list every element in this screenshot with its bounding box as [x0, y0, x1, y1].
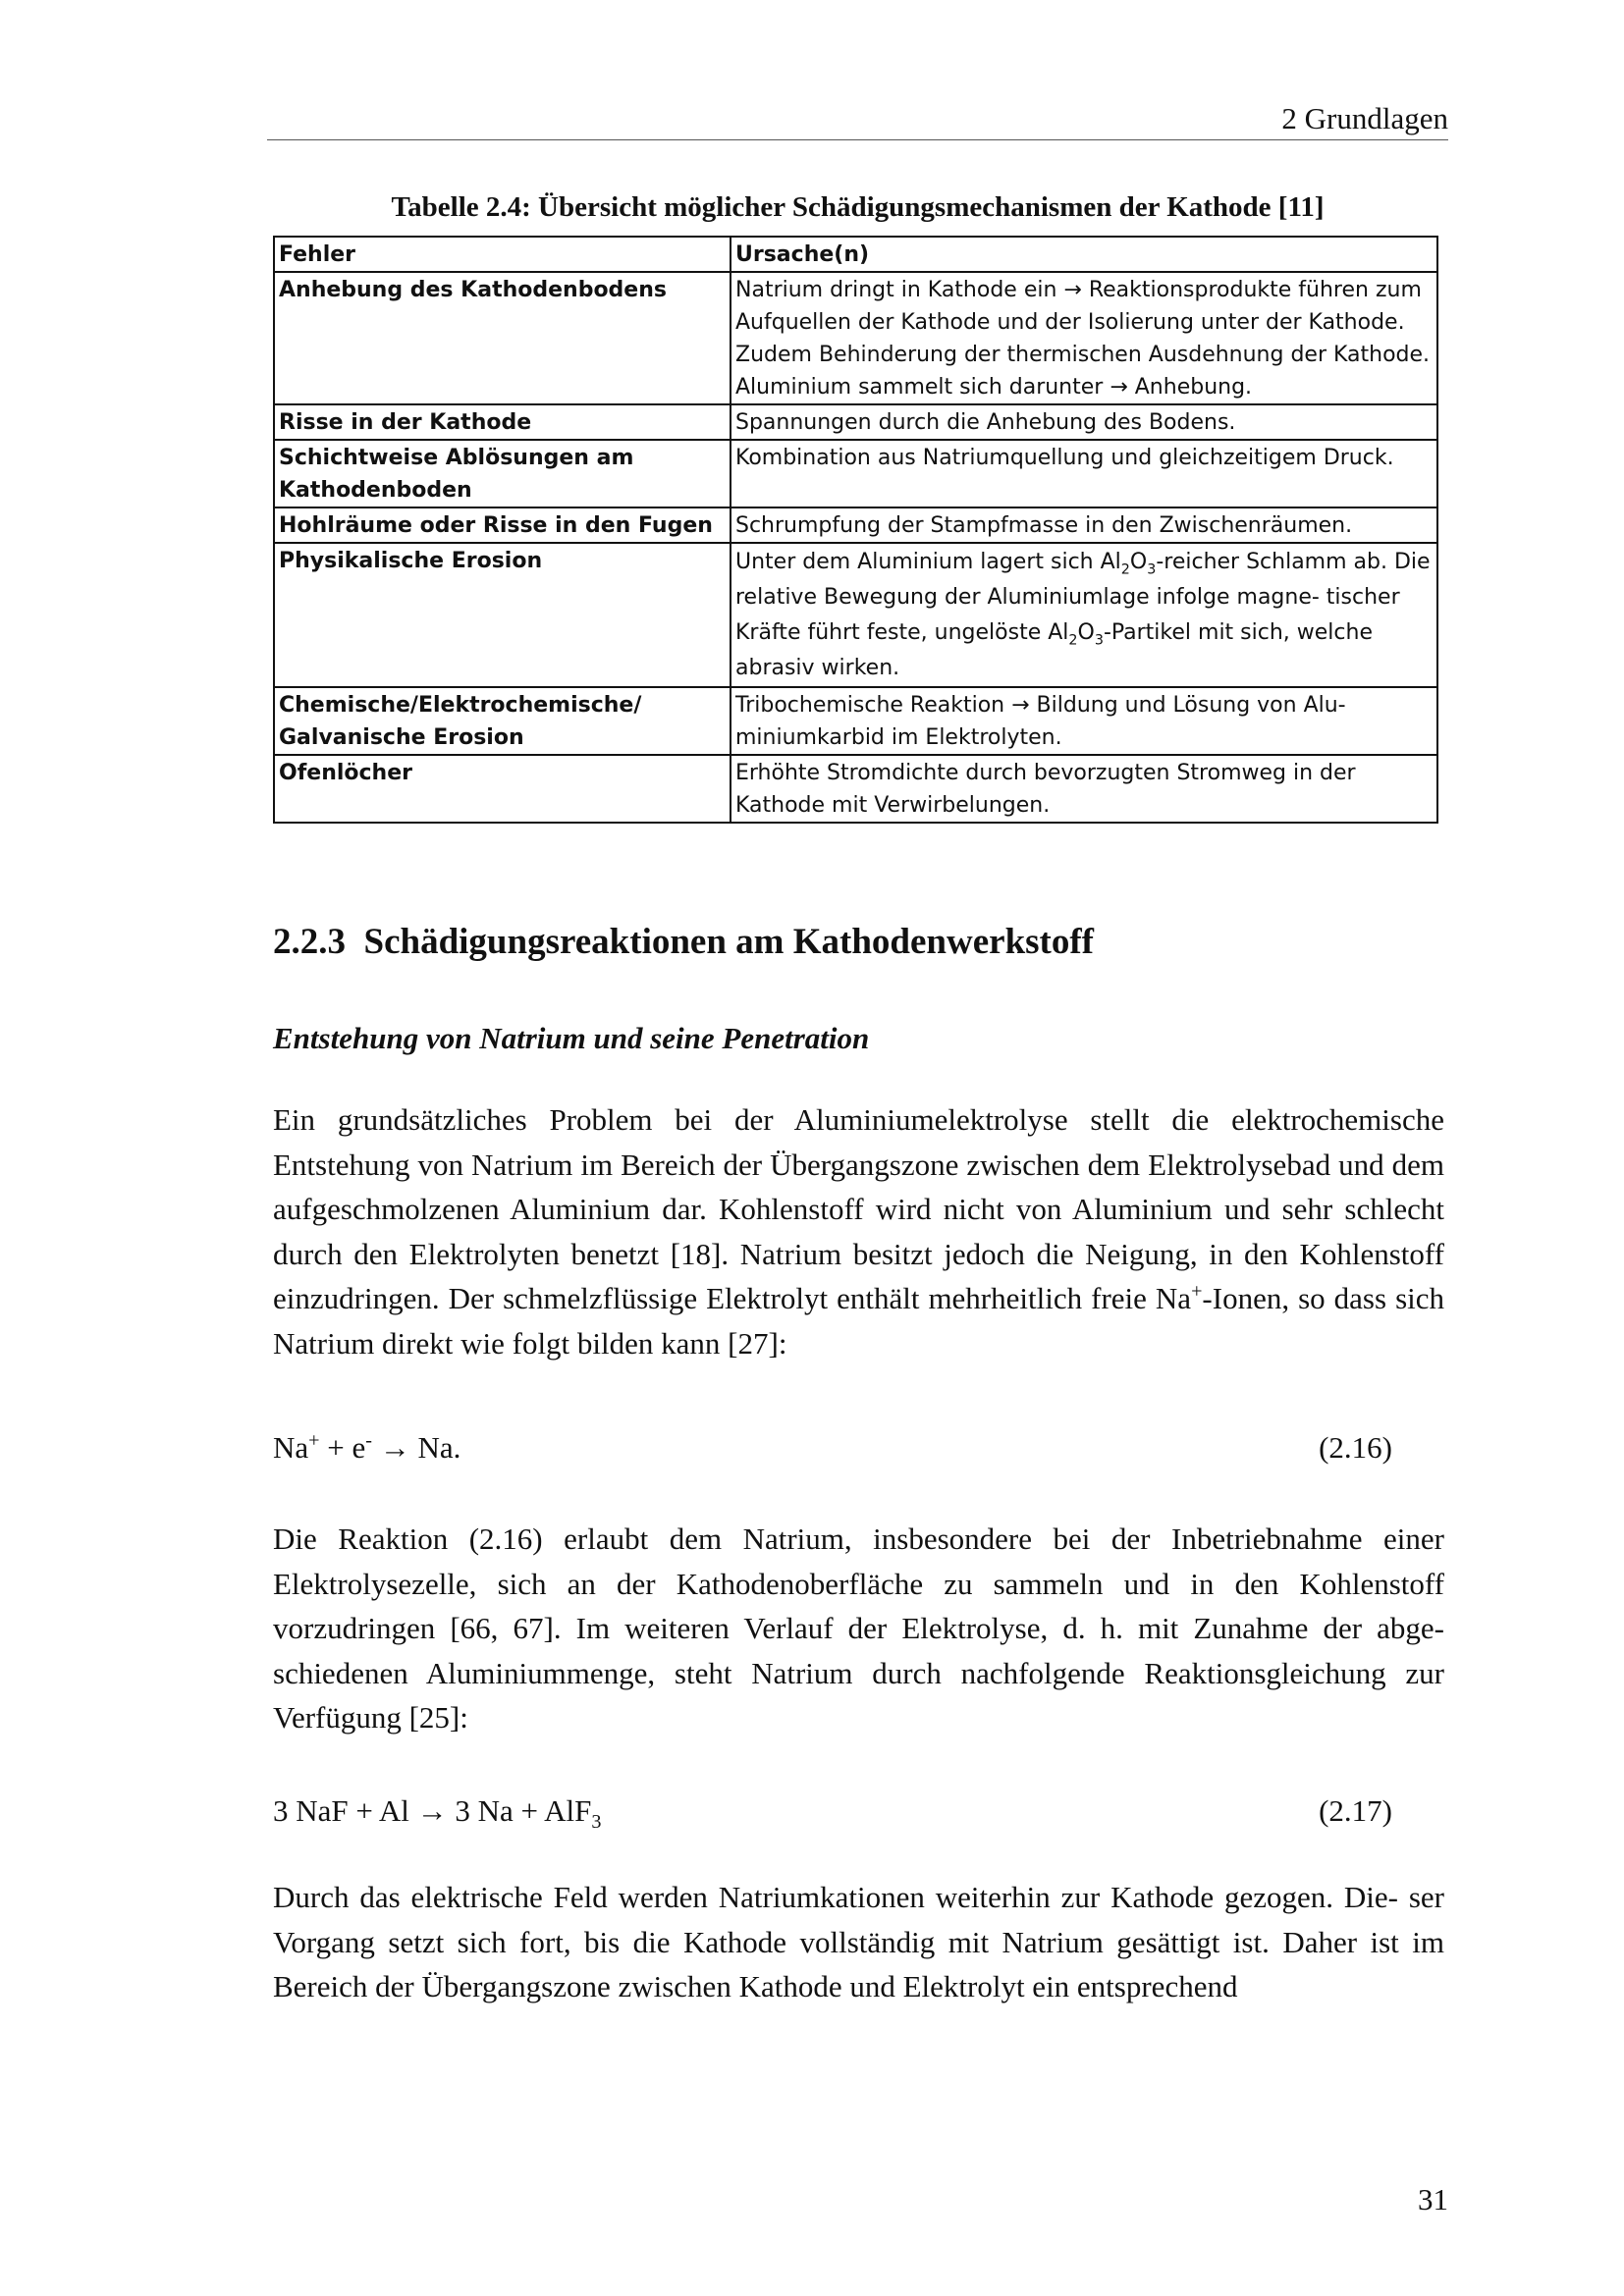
table-cell-fault: Risse in der Kathode: [274, 404, 731, 440]
table-cell-cause: Natrium dringt in Kathode ein → Reaktionsprodukte führen zum Aufquellen der Kathode und der Isolierung unter der Kathode. Zudem Behinderung der thermischen Ausdehnung der Kathode. Aluminium sammelt sich darunter → Anhebung.: [731, 272, 1437, 404]
table-cell-cause: Tribochemische Reaktion → Bildung und Lösung von Alu- miniumkarbid im Elektrolyten.: [731, 687, 1437, 755]
table-cell-fault: Hohlräume oder Risse in den Fugen: [274, 507, 731, 543]
table-row: [274, 507, 1437, 543]
table-row: [274, 543, 1437, 687]
table-cell-fault: Chemische/Elektrochemische/ Galvanische Erosion: [274, 687, 731, 755]
equation-2-16: Na+ + e- → Na. (2.16): [273, 1428, 1392, 1468]
table-cell-cause: Erhöhte Stromdichte durch bevorzugten Stromweg in der Kathode mit Verwirbelungen.: [731, 755, 1437, 823]
equation-number: (2.17): [1319, 1793, 1392, 1828]
table-cell-fault: Physikalische Erosion: [274, 543, 731, 687]
table-header-cause: Ursache(n): [731, 237, 1437, 272]
table-row: [274, 272, 1437, 404]
table-row: [274, 404, 1437, 440]
equation-number: (2.16): [1319, 1430, 1392, 1465]
table-cell-fault: Anhebung des Kathodenbodens: [274, 272, 731, 404]
table-header-row: [274, 237, 1437, 272]
paragraph-intro: Ein grundsätzliches Problem bei der Aluminiumelektrolyse stellt die elektrochemische Entstehung von Natrium im Bereich der Übergangszone zwischen dem Elektrolysebad und dem aufgeschmolzenen Aluminium dar. Kohlenstoff wird nicht von Aluminium und sehr schlecht durch den Elektrolyten benetzt [18]. Natrium besitzt jedoch die Neigung, in den Kohlenstoff einzudringen. Der schmelzflüssige Elektrolyt enthält mehrheitlich freie Na+-Ionen, so dass sich Natrium direkt wie folgt bilden kann [27]:: [273, 1102, 1445, 1361]
table-row: [274, 687, 1437, 755]
table-cell-cause: Kombination aus Natriumquellung und gleichzeitigem Druck.: [731, 440, 1437, 507]
table-row: [274, 755, 1437, 823]
table-caption: Tabelle 2.4: Übersicht möglicher Schädigungsmechanismen der Kathode [11]: [391, 191, 1325, 223]
running-head: 2 Grundlagen: [267, 98, 1448, 140]
paragraph-field: Durch das elektrische Feld werden Natriumkationen weiterhin zur Kathode gezogen. Die- ser Vorgang setzt sich fort, bis die Kathode vollständig mit Natrium gesättigt ist. Daher ist im Bereich der Übergangszone zwischen Kathode und Elektrolyt ein entsprechend: [273, 1880, 1444, 2003]
table-row: [274, 440, 1437, 507]
subsection-heading: Entstehung von Natrium und seine Penetration: [273, 1021, 870, 1055]
table-cell-cause: Schrumpfung der Stampfmasse in den Zwischenräumen.: [731, 507, 1437, 543]
table-cell-cause: Unter dem Aluminium lagert sich $Al_2O_3$-reicher Schlamm ab. Die relative Bewegung der Aluminiumlage infolge magne- tischer Kräfte führt feste, ungelöste $Al_2O_3$-Partikel mit sich, welche abrasiv wirken.: [731, 543, 1437, 687]
table-cell-cause: Spannungen durch die Anhebung des Bodens.: [731, 404, 1437, 440]
table-cell-fault: Schichtweise Ablösungen am Kathodenboden: [274, 440, 731, 507]
page-number: 31: [1418, 2182, 1448, 2216]
paragraph-reaction: Die Reaktion (2.16) erlaubt dem Natrium, insbesondere bei der Inbetriebnahme einer Elektrolysezelle, sich an der Kathodenoberfläche zu sammeln und in den Kohlenstoff vorzudringen [66, 67]. Im weiteren Verlauf der Elektrolyse, d. h. mit Zunahme der abge- schiedenen Aluminiummenge, steht Natrium durch nachfolgende Reaktionsgleichung zur Verfügung [25]:: [273, 1522, 1444, 1735]
equation-2-17: 3 NaF + Al → 3 Na + AlF$_3$ (2.17): [273, 1793, 1392, 1834]
section-heading: 2.2.3 Schädigungsreaktionen am Kathodenwerkstoff: [273, 922, 1095, 962]
table-header-fault: Fehler: [274, 237, 731, 272]
defect-table: [273, 236, 1438, 824]
table-cell-fault: Ofenlöcher: [274, 755, 731, 823]
